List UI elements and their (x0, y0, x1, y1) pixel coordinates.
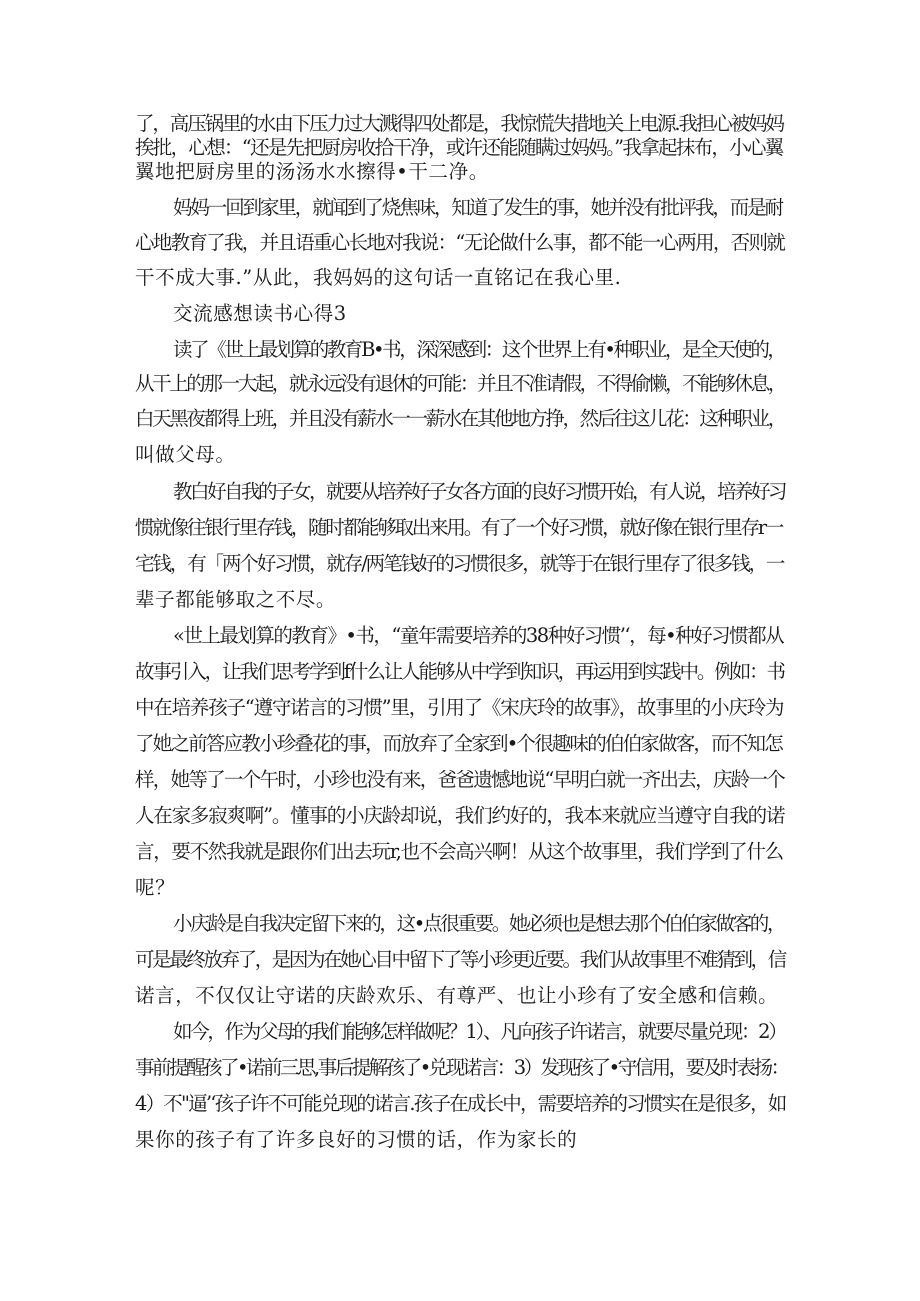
text-line: 干不成大事.”从此，我妈妈的这句话一直铭记在我心里. (135, 266, 622, 289)
text-line: «世上最划算的教育》•书，“童年需要培养的38种好习惯’‘，每•种好习惯都从 (173, 624, 784, 647)
text-line: 了，高压锅里的水由下压力过大溅得四处都是，我惊慌失措地关上电源.我担心被妈妈 (135, 112, 783, 135)
text-line: 妈妈一回到家里，就闻到了烧焦味，知道了发生的事，她并没有批评我，而是耐 (173, 196, 783, 219)
text-line: 事前提醒孩了•诺前三思,事后提解孩了•兑现诺言：3）发现孩了•守信用，要及时表扬： (135, 1056, 788, 1079)
text-line: 诺言，不仅仅让守诺的庆龄欢乐、有尊严、也让小珍有了安全感和信赖。 (135, 984, 779, 1007)
section-heading: 交流感想读书心得3 (173, 302, 347, 325)
text-line: 呢？ (135, 876, 176, 899)
text-line: 了她之前答应教小珍叠花的事，而放弃了全家到•个很趣味的伯伯家做客，而不知怎 (135, 732, 782, 755)
text-line: 教白好自我的子女，就要从培养好子女各方面的良好习惯开始，有人说，培养好习 (173, 480, 786, 503)
text-line: 言，要不然我就是跟你们出去玩r,也不会高兴啊！从这个故事里，我们学到了什么 (135, 840, 783, 863)
text-line: 人在家多寂爽啊”。懂事的小庆龄却说，我们约好的，我本来就应当遵守自我的诺 (135, 804, 785, 827)
text-line: 故事引入，让我们思考学到f什么让人能够从中学到知识，再运用到实践中。例如：书 (135, 660, 784, 683)
text-line: 小庆龄是自我决定留下来的，这•点很重要。她必须也是想去那个伯伯家做客的， (173, 912, 785, 935)
text-line: 如今，作为父母的我们能够怎样做呢？1）、凡向孩子许诺言，就要尽量兑现：2） (173, 1020, 786, 1043)
text-line: 宅钱，有「两个好习惯，就存/两笔钱好的习惯很多，就等于在银行里存了很多钱，一 (135, 552, 784, 575)
text-line: 从干上的那一大起，就永远没有退休的可能：并且不准请假，不得偷懒，不能够休息， (135, 372, 785, 395)
text-line: 心地教育了我，并且语重心长地对我说：“无论做什么事，都不能一心两用，否则就 (135, 231, 785, 254)
text-line: 白天黑夜都得上班，并且没有薪水一一薪水在其他地方挣，然后往这儿花：这种职业， (135, 407, 785, 430)
text-line: 翼地把厨房里的汤汤水水擦得•干二净。 (135, 160, 489, 183)
text-line: 叫做父母。 (135, 443, 236, 466)
text-line: 样，她等了一个午时，小珍也没有来，爸爸遗憾地说“早明白就一齐出去，庆龄一个 (135, 768, 785, 791)
text-line: 4）不"逼’‘孩子许不可能兑现的诺言.孩子在成长中，需要培养的习惯实在是很多，如 (135, 1092, 786, 1115)
text-line: 读了《世上最划算的教育B•书，深深感到：这个世界上有•种职业，是全天使的， (173, 338, 785, 361)
text-line: 果你的孩子有了许多良好的习惯的话，作为家长的 (135, 1128, 578, 1151)
text-line: 挨批，心想：“还是先把厨房收拾干净，或许还能随瞒过妈妈。”我拿起抹布，小心翼 (135, 136, 783, 159)
text-line: 中在培养孩子“遵守诺言的习惯”里，引用了《宋庆玲的故事》，故事里的小庆玲为 (135, 696, 784, 719)
text-line: 惯就像往银行里存钱，随时都能够取出来用。有了一个好习惯，就好像在银行里存r一 (135, 516, 783, 539)
text-line: 辈子都能够取之不尽。 (135, 588, 337, 611)
text-line: 可是最终放弃了，是因为在她心目中留下了等小珍更近要。我们从故事里不难猜到，信 (135, 948, 785, 971)
